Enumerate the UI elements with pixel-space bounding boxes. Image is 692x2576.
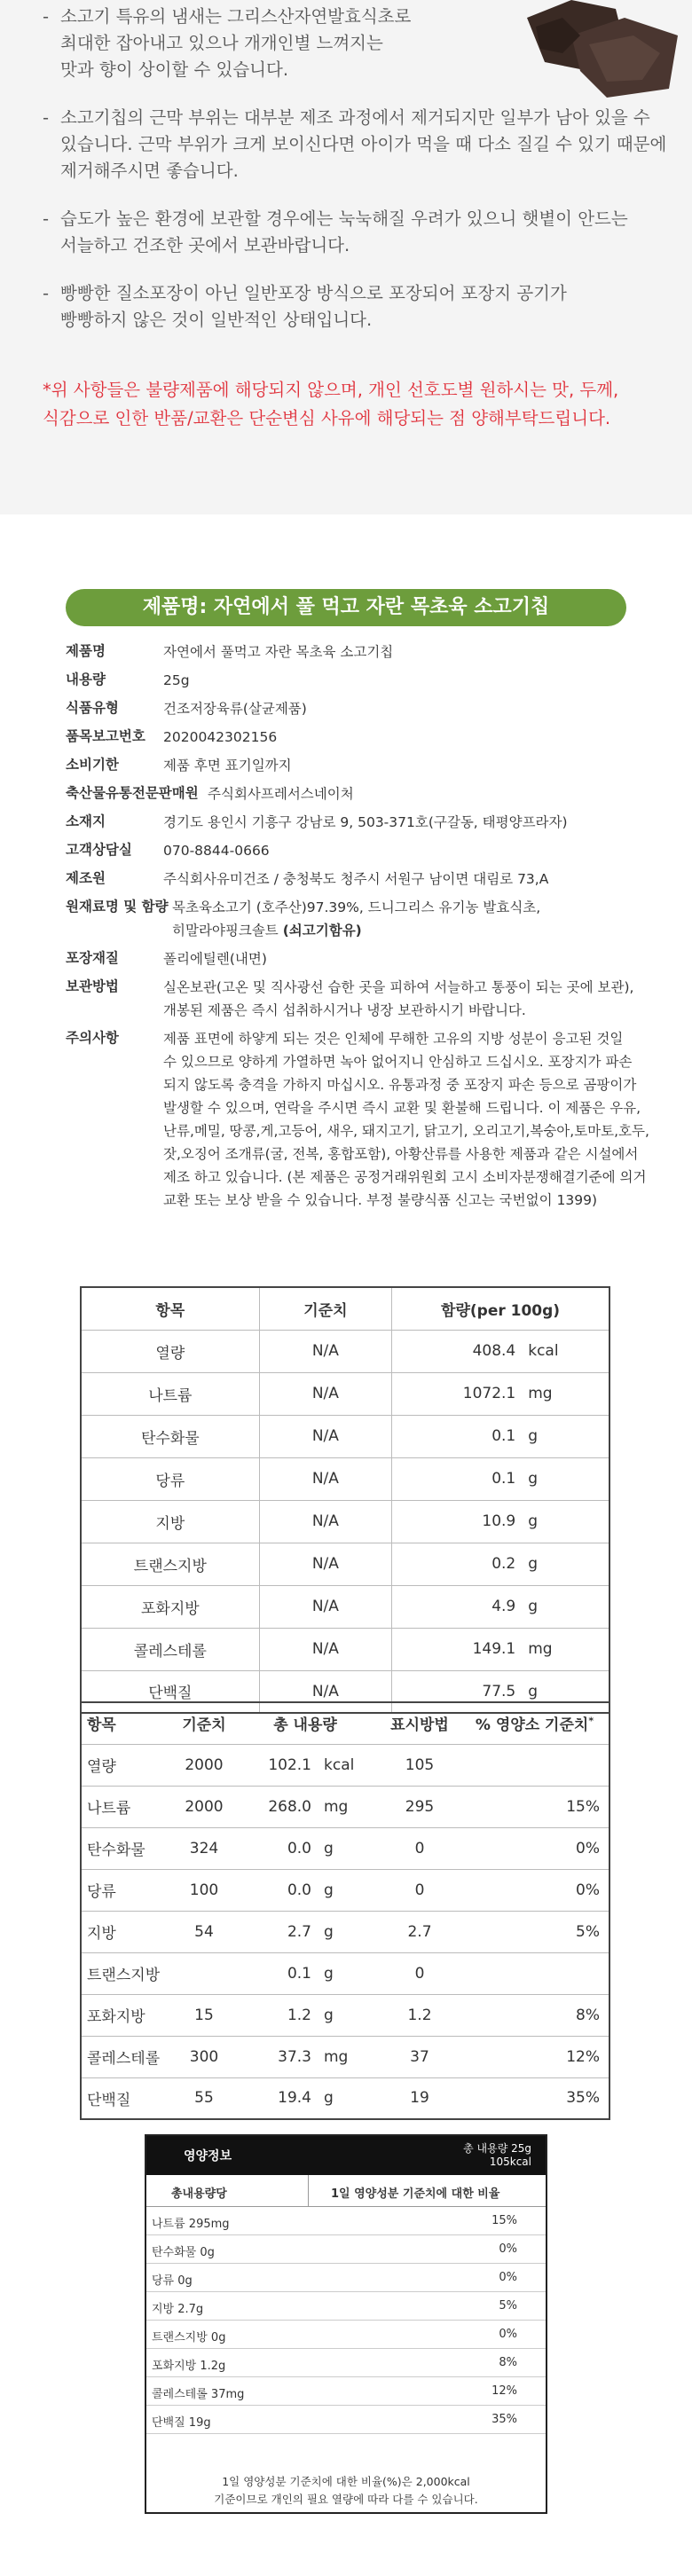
table-row: [81, 1628, 609, 1670]
info-row: [66, 754, 642, 777]
info-row: [66, 947, 642, 970]
info-row: [66, 726, 642, 749]
cell-display: 295: [379, 1786, 460, 1827]
cell-percent: 5%: [460, 1911, 609, 1952]
info-label: 축산물유통전문판매원: [66, 785, 199, 801]
cell-amount: 37.3: [232, 2036, 320, 2077]
cell-unit: g: [320, 1827, 379, 1869]
warning-line: *위 사항들은 불량제품에 해당되지 않으며, 개인 선호도별 원하시는 맛, 두께,: [43, 380, 619, 400]
info-value-line: 되지 않도록 충격을 가하지 마십시오. 유통과정 중 포장지 파손 등으로 곰팡이가: [163, 1077, 637, 1093]
ingredient-allergen: (쇠고기함유): [282, 923, 362, 939]
notice-line: 서늘하고 건조한 곳에서 보관바랍니다.: [60, 235, 350, 255]
warning-line: 식감으로 인한 반품/교환은 단순변심 사유에 해당되는 점 양해부탁드립니다.: [43, 408, 611, 428]
cell-standard: 55: [177, 2077, 232, 2119]
info-value-line: 제조 하고 있습니다. (본 제품은 공정거래위원회 고시 소비자분쟁해결기준에 의거: [163, 1169, 647, 1185]
label-nutrient: 단백질 19g: [152, 2416, 211, 2430]
notice-line: 습도가 높은 환경에 보관할 경우에는 눅눅해질 우려가 있으니 햇볕이 안드는: [60, 208, 628, 229]
info-value-line: 난류,메밀, 땅콩,게,고등어, 새우, 돼지고기, 닭고기, 오리고기,복숭아,토마토,호두,: [163, 1123, 649, 1139]
table-row: [81, 2036, 609, 2077]
info-label: 소재지: [66, 813, 106, 829]
cell-item: 열량: [81, 1744, 177, 1786]
cell-amount: 0.0: [232, 1827, 320, 1869]
table-header-row: [81, 1702, 609, 1744]
cell-amount: 1072.1: [392, 1372, 523, 1415]
cell-item: 포화지방: [81, 1994, 177, 2036]
info-value-line: 발생할 수 있으며, 연락을 주시면 즉시 교환 및 환불해 드립니다. 이 제품은 우유,: [163, 1100, 641, 1116]
nutrition-facts-label: [145, 2134, 547, 2514]
header-percent-star: *: [588, 1715, 594, 1727]
info-value: [163, 839, 642, 862]
info-value-line: 070-8844-0666: [163, 843, 270, 859]
info-value: [163, 976, 642, 1022]
cell-unit: g: [320, 1952, 379, 1994]
cell-unit: mg: [523, 1372, 609, 1415]
notice-item: [43, 105, 667, 185]
label-row: [146, 2207, 546, 2235]
label-col2: 1일 영양성분 기준치에 대한 비율: [331, 2187, 500, 2201]
cell-item: 당류: [81, 1457, 259, 1500]
info-value-line: 제품 표면에 하얗게 되는 것은 인체에 무해한 고유의 지방 성분이 응고된 것일: [163, 1031, 624, 1047]
info-value-line: 건조저장육류(살균제품): [163, 701, 307, 717]
cell-amount: 4.9: [392, 1585, 523, 1628]
info-row: [66, 1027, 649, 1212]
header-percent: [460, 1702, 609, 1744]
notice-line: 최대한 잡아내고 있으나 개개인별 느껴지는: [60, 33, 383, 53]
info-row: [66, 669, 642, 692]
nutrition-total-table: [80, 1701, 610, 2120]
cell-standard: N/A: [259, 1670, 391, 1713]
cell-percent: [460, 1744, 609, 1786]
cell-percent: 12%: [460, 2036, 609, 2077]
cell-standard: 2000: [177, 1744, 232, 1786]
cell-display: 105: [379, 1744, 460, 1786]
cell-amount: 268.0: [232, 1786, 320, 1827]
product-info-list: [66, 640, 649, 1217]
info-row-ingredients: [66, 896, 642, 942]
cell-unit: g: [320, 1994, 379, 2036]
label-header: [146, 2136, 546, 2175]
cell-unit: kcal: [320, 1744, 379, 1786]
cell-amount: 77.5: [392, 1670, 523, 1713]
table-row: [81, 1911, 609, 1952]
cell-unit: mg: [320, 1786, 379, 1827]
notice-dash: -: [43, 6, 50, 27]
info-value-line: 수 있으므로 양하게 가열하면 녹아 없어지니 안심하고 드십시오. 포장지가 파손: [163, 1054, 633, 1070]
cell-item: 탄수화물: [81, 1415, 259, 1457]
info-value-line: 주식회사프레서스네이처: [208, 786, 354, 802]
label-row: [146, 2292, 546, 2321]
info-row: [66, 976, 642, 1022]
info-value-line: 폴리에틸렌(내면): [163, 951, 267, 967]
label-rows: [146, 2207, 546, 2434]
cell-unit: mg: [320, 2036, 379, 2077]
header-percent-label: % 영양소 기준치: [475, 1716, 589, 1735]
header-display: 표시방법: [379, 1702, 460, 1744]
cell-standard: 15: [177, 1994, 232, 2036]
cell-standard: N/A: [259, 1330, 391, 1372]
info-value: [163, 947, 642, 970]
cell-amount: 2.7: [232, 1911, 320, 1952]
cell-item: 나트륨: [81, 1786, 177, 1827]
cell-item: 당류: [81, 1869, 177, 1911]
label-percent: 12%: [491, 2384, 517, 2398]
cell-standard: 2000: [177, 1786, 232, 1827]
notice-line: 소고기칩의 근막 부위는 대부분 제조 과정에서 제거되지만 일부가 남아 있을 수: [60, 107, 650, 128]
cell-amount: 408.4: [392, 1330, 523, 1372]
notice-line: 맛과 향이 상이할 수 있습니다.: [60, 59, 289, 80]
cell-display: 0: [379, 1869, 460, 1911]
info-label: 고객상담실: [66, 842, 132, 858]
info-row-seller: [66, 782, 642, 805]
label-nutrient: 포화지방 1.2g: [152, 2360, 226, 2373]
label-nutrient: 콜레스테롤 37mg: [152, 2388, 245, 2401]
cell-unit: kcal: [523, 1330, 609, 1372]
info-value-line: 2020042302156: [163, 729, 278, 745]
cell-item: 트랜스지방: [81, 1952, 177, 1994]
ingredient-salt: 히말라야핑크솔트: [172, 923, 283, 939]
cell-standard: 54: [177, 1911, 232, 1952]
cell-standard: 324: [177, 1827, 232, 1869]
label-title: 영양정보: [184, 2149, 232, 2164]
cell-unit: g: [523, 1543, 609, 1585]
notice-item: [43, 280, 664, 334]
info-value-line: 개봉된 제품은 즉시 섭취하시거나 냉장 보관하시기 바랍니다.: [163, 1002, 526, 1018]
notice-section: [0, 0, 692, 514]
table-row: [81, 2077, 609, 2119]
info-value-line: 잣,오징어 조개류(굴, 전복, 홍합포함), 아황산류를 사용한 제품과 같은 시설에서: [163, 1146, 639, 1162]
cell-unit: g: [320, 2077, 379, 2119]
cell-item: 탄수화물: [81, 1827, 177, 1869]
table-row: [81, 1869, 609, 1911]
info-value: [163, 697, 642, 720]
info-value-line: 자연에서 풀먹고 자란 목초육 소고기칩: [163, 644, 394, 660]
info-value-line: 경기도 용인시 기흥구 강남로 9, 503-371호(구갈동, 태평양프라자): [163, 814, 568, 830]
info-value: [208, 782, 642, 805]
info-label: 포장재질: [66, 950, 119, 966]
header-total: 총 내용량: [232, 1702, 379, 1744]
cell-item: 지방: [81, 1911, 177, 1952]
nutrition-per-100g-table: [80, 1286, 610, 1714]
cell-item: 콜레스테롤: [81, 2036, 177, 2077]
cell-standard: [177, 1952, 232, 1994]
cell-standard: N/A: [259, 1500, 391, 1543]
label-percent: 0%: [499, 2271, 517, 2284]
info-value: [163, 754, 642, 777]
table-row: [81, 1543, 609, 1585]
cell-percent: [460, 1952, 609, 1994]
cell-amount: 19.4: [232, 2077, 320, 2119]
notice-dash: -: [43, 283, 50, 303]
info-value-line: 주식회사유미건조 / 충청북도 청주시 서원구 남이면 대림로 73,A: [163, 871, 549, 887]
header-standard: 기준치: [177, 1702, 232, 1744]
cell-amount: 0.0: [232, 1869, 320, 1911]
product-title-bar: 제품명: 자연에서 풀 먹고 자란 목초육 소고기칩: [66, 589, 626, 626]
cell-unit: g: [523, 1585, 609, 1628]
cell-item: 열량: [81, 1330, 259, 1372]
cell-standard: 100: [177, 1869, 232, 1911]
info-label: 보관방법: [66, 978, 119, 994]
cell-unit: g: [523, 1670, 609, 1713]
info-value: [163, 1027, 649, 1212]
cell-unit: g: [523, 1500, 609, 1543]
header-amount: 함량(per 100g): [392, 1287, 609, 1330]
info-label: 주의사항: [66, 1030, 119, 1046]
label-nutrient: 나트륨 295mg: [152, 2218, 230, 2231]
table-row: [81, 1744, 609, 1786]
label-percent: 15%: [491, 2214, 517, 2227]
cell-percent: 35%: [460, 2077, 609, 2119]
notice-dash: -: [43, 208, 50, 229]
info-label: 품목보고번호: [66, 728, 145, 744]
label-divider: [308, 2175, 309, 2207]
notice-line: 있습니다. 근막 부위가 크게 보이신다면 아이가 먹을 때 다소 질길 수 있기 때문에: [60, 134, 667, 154]
cell-amount: 1.2: [232, 1994, 320, 2036]
cell-display: 37: [379, 2036, 460, 2077]
cell-display: 19: [379, 2077, 460, 2119]
header-item: 항목: [81, 1287, 259, 1330]
cell-percent: 15%: [460, 1786, 609, 1827]
table-row: [81, 1330, 609, 1372]
info-value: [163, 669, 642, 692]
cell-item: 단백질: [81, 2077, 177, 2119]
cell-standard: N/A: [259, 1372, 391, 1415]
notice-item: [43, 4, 664, 83]
notice-line: 빵빵하지 않은 것이 일반적인 상태입니다.: [60, 310, 373, 330]
cell-unit: g: [523, 1457, 609, 1500]
cell-amount: 0.1: [232, 1952, 320, 1994]
info-row: [66, 640, 642, 664]
notice-line: 제거해주시면 좋습니다.: [60, 161, 239, 181]
table-row: [81, 1786, 609, 1827]
cell-amount: 102.1: [232, 1744, 320, 1786]
table-row: [81, 1952, 609, 1994]
label-percent: 0%: [499, 2328, 517, 2341]
cell-item: 콜레스테롤: [81, 1628, 259, 1670]
cell-item: 포화지방: [81, 1585, 259, 1628]
cell-unit: g: [523, 1415, 609, 1457]
info-value-line: [172, 919, 642, 942]
info-row: [66, 811, 642, 834]
label-subheader: [146, 2175, 546, 2207]
label-foot-line-2: 기준이므로 개인의 필요 열량에 따라 다를 수 있습니다.: [214, 2493, 478, 2506]
info-value: [163, 726, 642, 749]
cell-standard: N/A: [259, 1415, 391, 1457]
info-value-line: 제품 후면 표기일까지: [163, 758, 292, 774]
cell-amount: 0.1: [392, 1457, 523, 1500]
notice-list: [43, 4, 667, 355]
cell-item: 나트륨: [81, 1372, 259, 1415]
cell-standard: N/A: [259, 1585, 391, 1628]
cell-amount: 10.9: [392, 1500, 523, 1543]
cell-percent: 0%: [460, 1827, 609, 1869]
header-item: 항목: [81, 1702, 177, 1744]
label-nutrient: 당류 0g: [152, 2274, 193, 2288]
info-value: [163, 640, 642, 664]
cell-unit: mg: [523, 1628, 609, 1670]
label-row: [146, 2264, 546, 2292]
info-value-line: 25g: [163, 672, 190, 688]
info-value-line: 실온보관(고온 및 직사광선 습한 곳을 피하여 서늘하고 통풍이 되는 곳에 보관),: [163, 979, 634, 995]
cell-standard: 300: [177, 2036, 232, 2077]
cell-amount: 0.1: [392, 1415, 523, 1457]
cell-item: 트랜스지방: [81, 1543, 259, 1585]
info-label: 소비기한: [66, 757, 119, 773]
info-row: [66, 868, 642, 891]
cell-item: 지방: [81, 1500, 259, 1543]
info-label: 내용량: [66, 671, 106, 687]
label-percent: 35%: [491, 2413, 517, 2426]
table-row: [81, 1500, 609, 1543]
cell-display: 0: [379, 1952, 460, 1994]
label-foot-line-1: 1일 영양성분 기준치에 대한 비율(%)은 2,000kcal: [222, 2475, 470, 2488]
label-footnote: [146, 2473, 546, 2509]
label-row: [146, 2235, 546, 2264]
table-row: [81, 1415, 609, 1457]
cell-standard: N/A: [259, 1628, 391, 1670]
cell-display: 1.2: [379, 1994, 460, 2036]
cell-percent: 0%: [460, 1869, 609, 1911]
cell-percent: 8%: [460, 1994, 609, 2036]
cell-unit: g: [320, 1869, 379, 1911]
info-label: 제조원: [66, 870, 106, 886]
notice-item: [43, 206, 664, 259]
label-row: [146, 2321, 546, 2349]
info-label: 식품유형: [66, 700, 119, 716]
header-standard: 기준치: [259, 1287, 391, 1330]
label-percent: 5%: [499, 2299, 517, 2313]
label-total: 총 내용량 25g: [463, 2142, 531, 2155]
label-row: [146, 2377, 546, 2406]
label-kcal: 105kcal: [489, 2156, 531, 2168]
info-value-line: 목초육소고기 (호주산)97.39%, 드니그리스 유기농 발효식초,: [172, 899, 541, 915]
info-value-line: 교환 또는 보상 받을 수 있습니다. 부정 불량식품 신고는 국번없이 1399): [163, 1192, 597, 1208]
notice-dash: -: [43, 107, 50, 128]
table-row: [81, 1827, 609, 1869]
info-value: [163, 811, 642, 834]
label-row: [146, 2406, 546, 2434]
cell-display: 2.7: [379, 1911, 460, 1952]
info-value: [172, 896, 642, 942]
info-row: [66, 697, 642, 720]
info-row: [66, 839, 642, 862]
table-row: [81, 1372, 609, 1415]
label-col1: 총내용량당: [171, 2187, 227, 2201]
cell-standard: N/A: [259, 1457, 391, 1500]
cell-amount: 149.1: [392, 1628, 523, 1670]
table-row: [81, 1457, 609, 1500]
cell-amount: 0.2: [392, 1543, 523, 1585]
notice-line: 빵빵한 질소포장이 아닌 일반포장 방식으로 포장되어 포장지 공기가: [60, 283, 567, 303]
cell-item: 단백질: [81, 1670, 259, 1713]
label-percent: 0%: [499, 2242, 517, 2256]
label-percent: 8%: [499, 2356, 517, 2369]
cell-display: 0: [379, 1827, 460, 1869]
notice-line: 소고기 특유의 냄새는 그리스산자연발효식초로: [60, 6, 412, 27]
table-header-row: [81, 1287, 609, 1330]
info-label: 제품명: [66, 643, 106, 659]
cell-unit: g: [320, 1911, 379, 1952]
label-nutrient: 탄수화물 0g: [152, 2246, 215, 2259]
cell-standard: N/A: [259, 1543, 391, 1585]
info-value: [163, 868, 642, 891]
table-row: [81, 1585, 609, 1628]
label-row: [146, 2349, 546, 2377]
notice-warning: [43, 376, 664, 433]
label-nutrient: 트랜스지방 0g: [152, 2331, 226, 2344]
table-row: [81, 1994, 609, 2036]
info-label: 원재료명 및 함량: [66, 899, 169, 915]
label-nutrient: 지방 2.7g: [152, 2303, 204, 2316]
